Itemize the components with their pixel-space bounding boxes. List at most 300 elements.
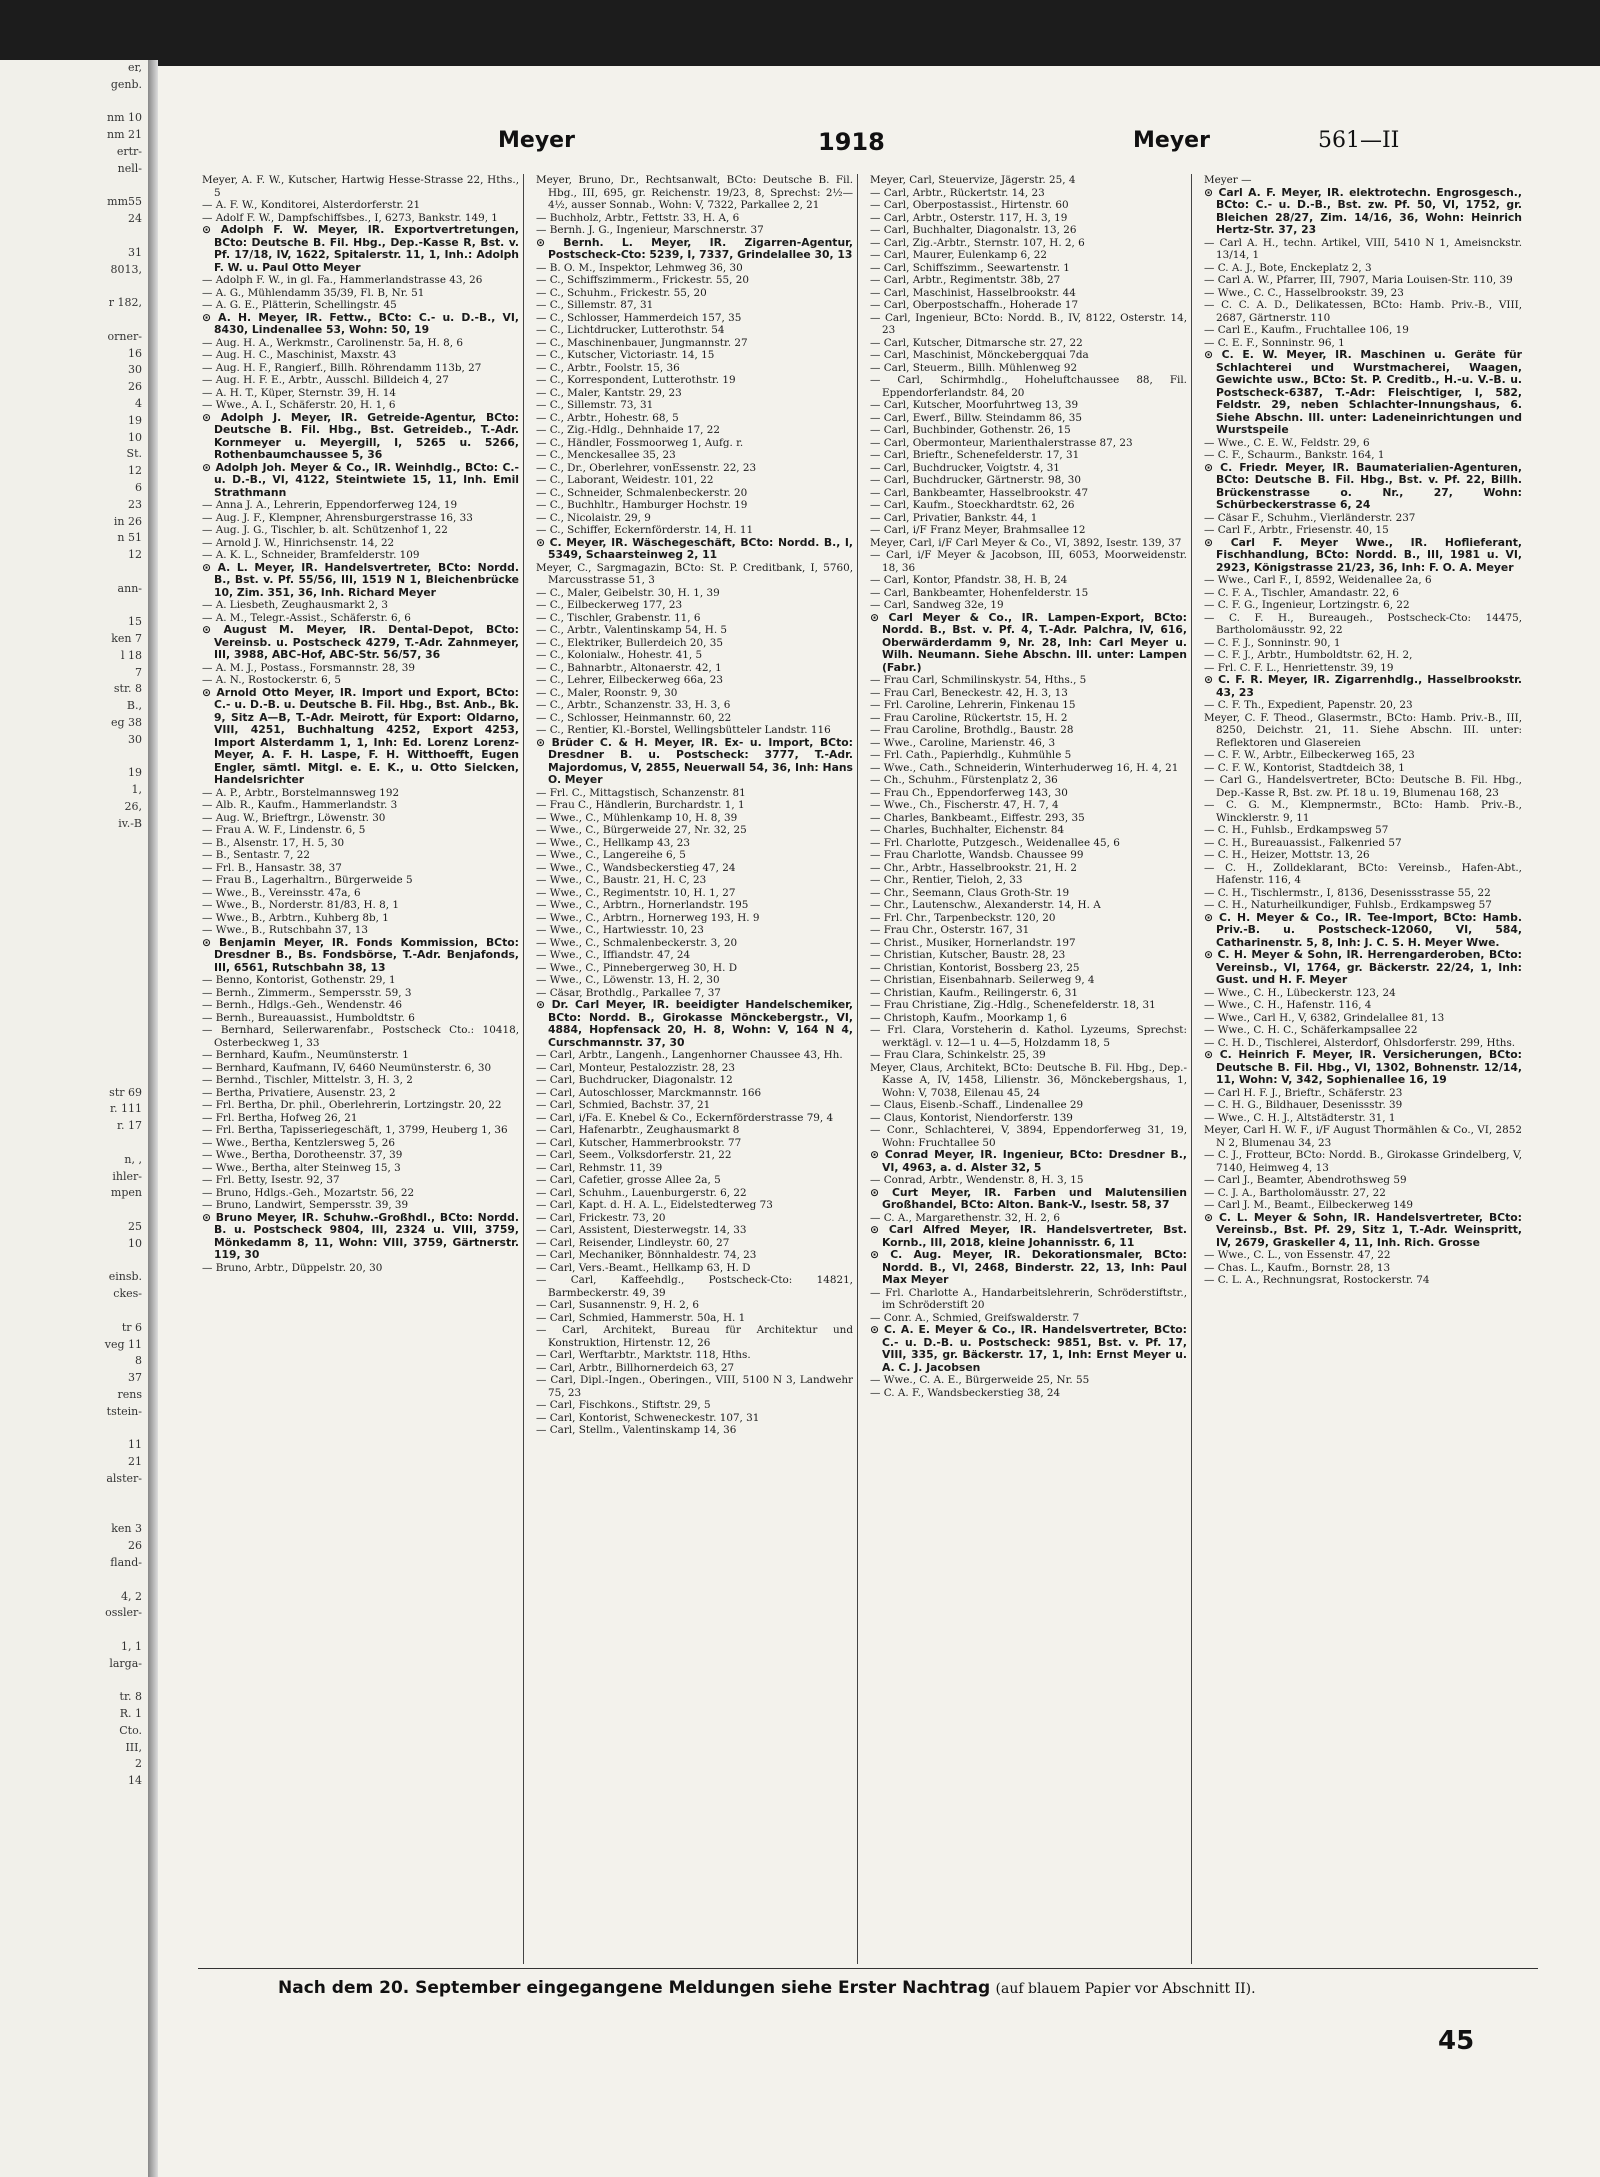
directory-entry: — Carl, Obermonteur, Marienthalerstrasse 87, 23 [870, 436, 1133, 449]
prev-page-line: 21 [128, 1455, 142, 1469]
firm-entry: ⊙ Adolph J. Meyer, IR. Getreide-Agentur, BCto: Deutsche B. Fil. Hbg., Bst. Getreideb., T.-Adr. Kornmeyer u. Meyergill, I, 5265 u. 5266, Rothenbaumchaussee 5, 36 [202, 410, 519, 461]
directory-entry: — Carl, Kutscher, Moorfuhrtweg 13, 39 [870, 399, 1079, 411]
directory-entry: — C., Menckesallee 35, 23 [536, 449, 676, 461]
prev-page-line: 19 [128, 413, 142, 427]
directory-entry: — Wwe., Ch., Fischerstr. 47, H. 7, 4 [870, 799, 1059, 811]
directory-entry: — C. F. G., Ingenieur, Lortzingstr. 6, 22 [1204, 599, 1410, 611]
firm-entry: ⊙ C. A. E. Meyer & Co., IR. Handelsvertreter, BCto: C.- u. D.-B. u. Postscheck: 9851, Bst. v. Pf. 17, VIII, 335, gr. Bäckerstr. 17, 1, Inh: Ernst Meyer u. A. C. J. Jacobsen [870, 1323, 1187, 1374]
directory-entry: Meyer, C. F. Theod., Glasermstr., BCto: Hamb. Priv.-B., III, 8250, Deichstr. 21, 11. Siehe Abschn. III. unter: Reflektoren und Glasereien [1204, 711, 1522, 749]
firm-entry: ⊙ August M. Meyer, IR. Dental-Depot, BCto: Vereinsb. u. Postscheck 4279, T.-Adr. Zahnmeyer, III, 3988, ABC-Hof, ABC-Str. 56/57, 36 [202, 623, 519, 661]
directory-entry: — C. A. F., Wandsbeckerstieg 38, 24 [870, 1386, 1061, 1399]
directory-entry: — Claus, Kontorist, Niendorferstr. 139 [870, 1111, 1073, 1124]
directory-entry: — Ch., Schuhm., Fürstenplatz 2, 36 [870, 774, 1058, 786]
prev-page-line: ken 7 [111, 632, 142, 646]
prev-page-line [0, 228, 148, 245]
prev-page-line: 1, [131, 783, 142, 797]
directory-entry: — Carl, Kapt. d. H. A. L., Eidelstedterweg 73 [536, 1199, 773, 1211]
prev-page-line: l 18 [120, 648, 142, 662]
directory-entry: Meyer, Claus, Architekt, BCto: Deutsche B. Fil. Hbg., Dep.-Kasse A, IV, 1458, Lilienstr. 36, Mönckebergshaus, 1, Wohn: V, 7038, Eilenau 45, 24 [870, 1061, 1187, 1099]
prev-page-line [0, 94, 148, 111]
directory-entry: Meyer, A. F. W., Kutscher, Hartwig Hesse-Strasse 22, Hths., 5 [202, 174, 519, 199]
directory-entry: — Frau Carl, Beneckestr. 42, H. 3, 13 [870, 686, 1068, 699]
directory-entry: — Bruno, Arbtr., Düppelstr. 20, 30 [202, 1261, 383, 1274]
directory-entry: — A. P., Arbtr., Borstelmannsweg 192 [202, 786, 400, 799]
directory-entry: — Wwe., C., Hellkamp 43, 23 [536, 836, 691, 849]
prev-page-line [0, 1488, 148, 1505]
prev-page-line [0, 1622, 148, 1639]
directory-entry: — Carl, Cafetier, grosse Allee 2a, 5 [536, 1174, 721, 1186]
prev-page-line: iv.-B [118, 816, 142, 830]
directory-entry: — Wwe., Bertha, Kentzlersweg 5, 26 [202, 1136, 395, 1149]
directory-entry: — C., Schneider, Schmalenbeckerstr. 20 [536, 486, 748, 499]
directory-entry: — Carl, Kutscher, Ditmarsche str. 27, 22 [870, 336, 1083, 349]
directory-entry: — Wwe., B., Arbtrn., Kuhberg 8b, 1 [202, 911, 389, 924]
firm-entry: ⊙ C. L. Meyer & Sohn, IR. Handelsvertreter, BCto: Vereinsb., Bst. Pf. 29, Sitz 1, T.-Adr. Weinspritt, IV, 2679, Graskeller 4, 11, Inh. Rich. Grosse [1204, 1210, 1522, 1249]
column-4 [1200, 174, 1526, 1964]
prev-page-line: R. 1 [119, 1707, 142, 1721]
directory-entry: — Carl, Autoschlosser, Marckmannstr. 166 [536, 1086, 762, 1099]
firm-entry: ⊙ A. L. Meyer, IR. Handelsvertreter, BCto: Nordd. B., Bst. v. Pf. 55/56, III, 1519 N 1, Bleichenbrücke 10, Zim. 351, 36, Inh. Richard Meyer [202, 560, 519, 599]
prev-page-line [0, 564, 148, 581]
prev-page-line: eg 38 [110, 716, 142, 730]
directory-entry: — C. C. A. D., Delikatessen, BCto: Hamb. Priv.-B., VIII, 2687, Gärtnerstr. 110 [1204, 299, 1522, 324]
directory-entry: — A. M. J., Postass., Forsmannstr. 28, 39 [202, 661, 416, 674]
directory-entry: Meyer, C., Sargmagazin, BCto: St. P. Creditbank, I, 5760, Marcusstrasse 51, 3 [536, 561, 853, 586]
directory-entry: — Christoph, Kaufm., Moorkamp 1, 6 [870, 1011, 1067, 1024]
directory-entry: — Christian, Kaufm., Reilingerstr. 6, 31 [870, 986, 1078, 999]
directory-entry: — C., Zig.-Hdlg., Dehnhaide 17, 22 [536, 424, 721, 436]
directory-entry: — Christian, Kontorist, Bossberg 23, 25 [870, 961, 1080, 974]
directory-entry: Meyer, Carl, i/F Carl Meyer & Co., VI, 3892, Isestr. 139, 37 [870, 536, 1182, 549]
footer-note [278, 1978, 1518, 2006]
directory-entry: — Bernh., Hdlgs.-Geh., Wendenstr. 46 [202, 999, 402, 1011]
prev-page-line: tr 6 [121, 1320, 142, 1334]
directory-entry: — Carl, Kaffeehdlg., Postscheck-Cto: 14821, Barmbeckerstr. 49, 39 [536, 1274, 853, 1299]
directory-entry: — Carl, Werftarbtr., Marktstr. 118, Hths. [536, 1349, 751, 1361]
prev-page-line: in 26 [113, 514, 142, 528]
prev-page-line: 37 [128, 1371, 142, 1385]
header-page-ref: 561—II [1318, 128, 1400, 153]
directory-entry: — Aug. J. G., Tischler, b. alt. Schützenhof 1, 22 [202, 524, 448, 536]
directory-entry: — C., Schlosser, Hammerdeich 157, 35 [536, 311, 742, 324]
footer-rule [198, 1968, 1538, 1969]
directory-entry: — Carl, Monteur, Pestalozzistr. 28, 23 [536, 1061, 735, 1074]
page-header [158, 116, 1600, 156]
directory-entry: — Carl, Arbtr., Billhornerdeich 63, 27 [536, 1361, 735, 1374]
firm-entry: ⊙ Benjamin Meyer, IR. Fonds Kommission, BCto: Dresdner B., Bs. Fondsbörse, T.-Adr. Benjafonds, III, 6561, Rutschbahn 38, 13 [202, 935, 519, 974]
directory-entry: — Carl, Oberpostassist., Hirtenstr. 60 [870, 199, 1069, 211]
directory-entry: — Bernhard, Seilerwarenfabr., Postscheck Cto.: 10418, Osterbeckweg 1, 33 [202, 1024, 519, 1049]
directory-entry: — Carl, Seem., Volksdorferstr. 21, 22 [536, 1149, 732, 1161]
directory-entry: — Frl. Bertha, Dr. phil., Oberlehrerin, Lortzingstr. 20, 22 [202, 1099, 502, 1111]
prev-page-line: ann- [117, 581, 142, 595]
directory-entry: — Carl, Ewerf., Billw. Steindamm 86, 35 [870, 411, 1082, 424]
directory-entry: — Frau Carl, Schmilinskystr. 54, Hths., 5 [870, 674, 1087, 686]
footer-paper-note: (auf blauem Papier vor Abschnitt II). [995, 1981, 1256, 1997]
prev-page-line: n, , [124, 1152, 142, 1166]
directory-entry: — C. F. J., Arbtr., Humboldtstr. 62, H. 2, [1204, 649, 1413, 661]
prev-page-line [0, 1673, 148, 1690]
prev-page-line: B., [126, 699, 142, 713]
prev-page-line [0, 1034, 148, 1051]
directory-entry: — Adolf F. W., Dampfschiffsbes., I, 6273, Bankstr. 149, 1 [202, 211, 498, 224]
directory-entry: — Christian, Eisenbahnarb. Seilerweg 9, 4 [870, 974, 1095, 986]
prev-page-line: St. [126, 447, 142, 461]
directory-entry: — A. N., Rostockerstr. 6, 5 [202, 674, 341, 686]
prev-page-line: 15 [128, 615, 142, 629]
prev-page-line: 8 [135, 1354, 142, 1368]
directory-entry: — Bruno, Hdlgs.-Geh., Mozartstr. 56, 22 [202, 1186, 415, 1199]
directory-entry: — Carl, Schuhm., Lauenburgerstr. 6, 22 [536, 1186, 747, 1199]
directory-entry: — A. G., Mühlendamm 35/39, Fl. B, Nr. 51 [202, 286, 425, 299]
directory-entry: Meyer — [1204, 174, 1252, 186]
directory-entry: — Frau Ch., Eppendorferweg 143, 30 [870, 786, 1068, 799]
directory-entry: — Frau Christiane, Zig.-Hdlg., Schenefelderstr. 18, 31 [870, 999, 1156, 1011]
firm-entry: ⊙ C. E. W. Meyer, IR. Maschinen u. Geräte für Schlachterei und Wurstmacherei, Waagen, Gewichte usw., BCto: St. P. Creditb., H.-u. V.-B. u. Postscheck-6387, T.-Adr: Fleischtiger, I, 582, Feldstr. 29, neben Schlachter-Innungshaus, 6. Siehe Abschn. III. unter: Ladeneinrichtungen und Wurstspeile [1204, 348, 1522, 436]
prev-page-line: orner- [107, 329, 142, 343]
prev-page-line [0, 967, 148, 984]
directory-entry: — Wwe., C., Arbtrn., Hornerlandstr. 195 [536, 899, 749, 911]
directory-entry: — Wwe., C., Mühlenkamp 10, H. 8, 39 [536, 811, 738, 824]
directory-entry: Meyer, Bruno, Dr., Rechtsanwalt, BCto: Deutsche B. Fil. Hbg., III, 695, gr. Reichenstr. 19/23, 8, Sprechst: 2½—4½, ausser Sonnab., Wohn: V, 7322, Parkallee 2, 21 [536, 174, 853, 211]
directory-entry: — Wwe., A. I., Schäferstr. 20, H. 1, 6 [202, 399, 396, 411]
directory-entry: — Wwe., C. H., Hafenstr. 116, 4 [1204, 999, 1372, 1011]
directory-entry: — C., Tischler, Grabenstr. 11, 6 [536, 611, 701, 624]
directory-entry: — Carl A. W., Pfarrer, III, 7907, Maria Louisen-Str. 110, 39 [1204, 274, 1513, 286]
directory-entry: — A. Liesbeth, Zeughausmarkt 2, 3 [202, 599, 389, 611]
directory-entry: — C. A., Margarethenstr. 32, H. 2, 6 [870, 1211, 1061, 1224]
prev-page-line: tr. 8 [119, 1690, 142, 1704]
firm-entry: ⊙ Carl Alfred Meyer, IR. Handelsvertreter, Bst. Kornb., III, 2018, kleine Johannisstr. 6, 11 [870, 1223, 1187, 1249]
directory-entry: — C., Maschinenbauer, Jungmannstr. 27 [536, 336, 748, 349]
prev-page-line [0, 1303, 148, 1320]
directory-entry: — Frl. C. F. L., Henriettenstr. 39, 19 [1204, 661, 1394, 674]
directory-entry: — C. J., Frotteur, BCto: Nordd. B., Girokasse Grindelberg, V, 7140, Heimweg 4, 13 [1204, 1149, 1522, 1174]
prev-page-line: r. 111 [109, 1102, 142, 1116]
directory-entry: — Conr., Schlachterei, V, 3894, Eppendorferweg 31, 19, Wohn: Fruchtallee 50 [870, 1124, 1187, 1149]
directory-entry: — Chr., Seemann, Claus Groth-Str. 19 [870, 886, 1070, 899]
directory-entry: — C. F. H., Bureaugeh., Postscheck-Cto: 14475, Bartholomäusstr. 92, 22 [1204, 611, 1522, 636]
prev-page-line: 7 [135, 665, 142, 679]
directory-entry: — Carl, i/Fa. E. Knebel & Co., Eckernförderstrasse 79, 4 [536, 1111, 834, 1124]
firm-entry: ⊙ A. H. Meyer, IR. Fettw., BCto: C.- u. D.-B., VI, 8430, Lindenallee 53, Wohn: 50, 19 [202, 310, 519, 336]
prev-page-line [0, 1017, 148, 1034]
firm-entry: ⊙ Brüder C. & H. Meyer, IR. Ex- u. Import, BCto: Dresdner B. u. Postscheck: 3777, T.-Adr. Majordomus, V, 2855, Neuerwall 54, 36, Inh: Hans O. Meyer [536, 735, 853, 786]
directory-entry: — Wwe., C., Pinnebergerweg 30, H. D [536, 961, 738, 974]
prev-page-line [0, 749, 148, 766]
directory-entry: — Frl. Chr., Tarpenbeckstr. 120, 20 [870, 911, 1056, 924]
directory-entry: — Carl, Kontor, Pfandstr. 38, H. B, 24 [870, 574, 1068, 586]
directory-entry: — Carl F., Arbtr., Friesenstr. 40, 15 [1204, 524, 1389, 536]
directory-entry: — Wwe., C., Löwenstr. 13, H. 2, 30 [536, 974, 720, 986]
directory-entry: — Carl, Arbtr., Regimentstr. 38b, 27 [870, 274, 1061, 286]
directory-entry: — Carl, Buchhalter, Diagonalstr. 13, 26 [870, 224, 1077, 236]
directory-entry: — C. E. F., Sonninstr. 96, 1 [1204, 336, 1345, 349]
firm-entry: ⊙ Dr. Carl Meyer, IR. beeidigter Handelschemiker, BCto: Nordd. B., Girokasse Mönckebergstr., VI, 4884, Hopfensack 20, H. 8, Wohn: V, 164 N 4, Curschmannstr. 37, 30 [536, 998, 853, 1049]
directory-entry: — Wwe., C., Iffiandstr. 47, 24 [536, 949, 691, 961]
prev-page-line: n 51 [117, 531, 142, 545]
directory-entry: — Bernhd., Tischler, Mittelstr. 3, H. 3, 2 [202, 1074, 413, 1086]
prev-page-line [0, 278, 148, 295]
firm-entry: ⊙ C. H. Meyer & Sohn, IR. Herrengarderoben, BCto: Vereinsb., VI, 1764, gr. Bäckerstr. 22/24, 1, Inh: Gust. und H. F. Meyer [1204, 948, 1522, 986]
directory-entry: — Chr., Rentier, Tieloh, 2, 33 [870, 874, 1023, 886]
directory-entry: — Wwe., C. H. C., Schäferkampsallee 22 [1204, 1024, 1418, 1036]
directory-entry: — Frau Caroline, Brothdlg., Baustr. 28 [870, 724, 1074, 736]
directory-entry: — C., Schlosser, Heinmannstr. 60, 22 [536, 711, 732, 724]
firm-entry: ⊙ Adolph F. W. Meyer, IR. Exportvertretungen, BCto: Deutsche B. Fil. Hbg., Dep.-Kasse R, Bst. v. Pf. 17/18, IV, 1622, Spitalerstr. 11, 1, Inh.: Adolph F. W. u. Paul Otto Meyer [202, 223, 519, 274]
prev-page-line [0, 900, 148, 917]
directory-entry: — Charles, Buchhalter, Eichenstr. 84 [870, 824, 1065, 836]
directory-entry: — Bertha, Privatiere, Ausenstr. 23, 2 [202, 1086, 396, 1099]
prev-page-line [0, 598, 148, 615]
directory-entry: — C., Maler, Kantstr. 29, 23 [536, 386, 682, 399]
previous-page-edge [0, 60, 148, 2177]
directory-entry: — Conrad, Arbtr., Wendenstr. 8, H. 3, 15 [870, 1174, 1084, 1186]
directory-entry: — C., Elektriker, Bullerdeich 20, 35 [536, 636, 723, 649]
prev-page-line [0, 1202, 148, 1219]
directory-entry: — Bernh., Zimmerm., Sempersstr. 59, 3 [202, 986, 412, 999]
directory-entry: — C. F. W., Kontorist, Stadtdeich 38, 1 [1204, 761, 1405, 774]
prev-page-line: 12 [128, 464, 142, 478]
directory-entry: — Carl, Dipl.-Ingen., Oberingen., VIII, 5100 N 3, Landwehr 75, 23 [536, 1374, 853, 1399]
directory-entry: — Carl G., Handelsvertreter, BCto: Deutsche B. Fil. Hbg., Dep.-Kasse R, Bst. zw. Pf. 18 u. 19, Blumenau 168, 23 [1204, 774, 1522, 799]
directory-entry: — C. F., Schaurm., Bankstr. 164, 1 [1204, 449, 1385, 461]
prev-page-line: nell- [117, 161, 142, 175]
directory-entry: — Wwe., C. H. J., Altstädterstr. 31, 1 [1204, 1111, 1396, 1124]
prev-page-line: 23 [128, 497, 142, 511]
directory-entry: — Wwe., Carl F., I, 8592, Weidenallee 2a, 6 [1204, 574, 1432, 586]
directory-entry: — B., Sentastr. 7, 22 [202, 849, 310, 861]
directory-entry: — C. H. D., Tischlerei, Alsterdorf, Ohlsdorferstr. 299, Hths. [1204, 1036, 1516, 1049]
directory-entry: — C., Dr., Oberlehrer, vonEssenstr. 22, 23 [536, 461, 757, 474]
directory-entry: — C. H., Naturheilkundiger, Fuhlsb., Erdkampsweg 57 [1204, 899, 1492, 911]
directory-entry: — C., Laborant, Weidestr. 101, 22 [536, 474, 714, 486]
prev-page-line: nm 10 [106, 111, 142, 125]
directory-entry: — Wwe., C., Bürgerweide 27, Nr. 32, 25 [536, 824, 747, 836]
prev-page-line: 24 [128, 212, 142, 226]
directory-entry: — Frau C., Händlerin, Burchardstr. 1, 1 [536, 799, 745, 811]
directory-entry: — Anna J. A., Lehrerin, Eppendorferweg 124, 19 [202, 499, 458, 511]
prev-page-line: veg 11 [104, 1337, 142, 1351]
directory-entry: — Wwe., Caroline, Marienstr. 46, 3 [870, 736, 1056, 749]
directory-entry: Meyer, Carl H. W. F., i/F August Thormählen & Co., VI, 2852 N 2, Blumenau 34, 23 [1204, 1124, 1522, 1149]
prev-page-line: 10 [128, 430, 142, 444]
directory-entry: — Wwe., B., Norderstr. 81/83, H. 8, 1 [202, 899, 399, 911]
directory-entry: — Carl, Kontorist, Schweneckestr. 107, 31 [536, 1411, 760, 1424]
directory-entry: — Carl, Zig.-Arbtr., Sternstr. 107, H. 2, 6 [870, 236, 1085, 249]
prev-page-line: 4, 2 [121, 1589, 142, 1603]
directory-entry: — Carl, Ingenieur, BCto: Nordd. B., IV, 8122, Osterstr. 14, 23 [870, 311, 1187, 336]
directory-entry: — C. F. W., Arbtr., Eilbeckerweg 165, 23 [1204, 749, 1415, 761]
directory-entry: — Aug. J. F., Klempner, Ahrensburgerstrasse 16, 33 [202, 511, 473, 524]
prev-page-line: rens [117, 1387, 142, 1401]
directory-entry: — Carl, Oberpostschaffn., Hoheradе 17 [870, 299, 1079, 311]
directory-entry: — Carl, Buchdrucker, Diagonalstr. 12 [536, 1074, 733, 1086]
directory-entry: — C., Lichtdrucker, Lutterothstr. 54 [536, 324, 725, 336]
directory-entry: — Carl, Fischkons., Stiftstr. 29, 5 [536, 1399, 711, 1411]
directory-entry: — C. F. J., Sonninstr. 90, 1 [1204, 636, 1341, 649]
directory-entry: — Claus, Eisenb.-Schaff., Lindenallee 29 [870, 1099, 1084, 1111]
prev-page-line [0, 917, 148, 934]
directory-entry: — Carl, Bankbeamter, Hasselbrookstr. 47 [870, 486, 1089, 499]
prev-page-line: 30 [128, 363, 142, 377]
directory-entry: — Carl J. M., Beamt., Eilbeckerweg 149 [1204, 1199, 1413, 1211]
prev-page-line: ihler- [112, 1169, 142, 1183]
prev-page-line: 26 [128, 1539, 142, 1553]
directory-entry: — Frau Chr., Osterstr. 167, 31 [870, 924, 1030, 936]
directory-entry: — Carl, Privatier, Bankstr. 44, 1 [870, 511, 1038, 524]
prev-page-line [0, 1001, 148, 1018]
directory-entry: — Cäsar F., Schuhm., Vierländerstr. 237 [1204, 511, 1416, 524]
prev-page-line: 12 [128, 548, 142, 562]
directory-entry: — Christ., Musiker, Hornerlandstr. 197 [870, 936, 1076, 949]
directory-entry: — C. L. A., Rechnungsrat, Rostockerstr. 74 [1204, 1274, 1430, 1286]
firm-entry: ⊙ C. Heinrich F. Meyer, IR. Versicherungen, BCto: Deutsche B. Fil. Hbg., VI, 1302, Bohnenstr. 12/14, 11, Wohn: V, 342, Sophienallee 16, 19 [1204, 1048, 1522, 1086]
firm-entry: ⊙ Curt Meyer, IR. Farben und Malutensilien Großhandel, BCto: Alton. Bank-V., Isestr. 58, 37 [870, 1185, 1187, 1211]
directory-entry: — Carl, i/F Meyer & Jacobson, III, 6053, Moorweidenstr. 18, 36 [870, 549, 1187, 574]
directory-entry: — Frl. Charlotte, Putzgesch., Weidenallee 45, 6 [870, 836, 1120, 849]
directory-entry: — Wwe., C. H., Lübeckerstr. 123, 24 [1204, 986, 1396, 999]
prev-page-line: ertr- [116, 144, 142, 158]
directory-entry: — C., Maler, Roonstr. 9, 30 [536, 686, 678, 699]
directory-entry: — Frl. Betty, Isestr. 92, 37 [202, 1174, 340, 1186]
directory-entry: — C., Nicolaistr. 29, 9 [536, 511, 651, 524]
prev-page-line [0, 1068, 148, 1085]
header-left-word: Meyer [498, 128, 575, 153]
directory-entry: — Carl, Reisender, Lindleystr. 60, 27 [536, 1236, 730, 1249]
directory-entry: — C., Schuhm., Frickestr. 55, 20 [536, 286, 707, 299]
prev-page-line [0, 866, 148, 883]
directory-entry: — Bernh., Bureauassist., Humboldtstr. 6 [202, 1011, 415, 1024]
directory-entry: — Wwe., C. A. E., Bürgerweide 25, Nr. 55 [870, 1374, 1090, 1386]
directory-entry: — Carl, Kaufm., Stoeckhardtstr. 62, 26 [870, 499, 1075, 511]
directory-entry: — Wwe., C., Hartwiesstr. 10, 23 [536, 924, 704, 936]
directory-entry: — Wwe., Bertha, Dorotheenstr. 37, 39 [202, 1149, 403, 1161]
directory-entry: — Aug. H. F., Rangierf., Billh. Röhrendamm 113b, 27 [202, 361, 482, 374]
firm-entry: ⊙ C. H. Meyer & Co., IR. Tee-Import, BCto: Hamb. Priv.-B. u. Postscheck-12060, VI, 584, Catharinenstr. 5, 8, Inh: J. C. S. H. Meyer Wwe. [1204, 910, 1522, 949]
column-1 [198, 174, 524, 1964]
directory-entry: — Carl, Schmied, Bachstr. 37, 21 [536, 1099, 711, 1111]
prev-page-line: 4 [135, 396, 142, 410]
prev-page-line: 10 [128, 1236, 142, 1250]
prev-page-line: 25 [128, 1219, 142, 1233]
directory-entry: — C. H. G., Bildhauer, Desenissstr. 39 [1204, 1099, 1403, 1111]
directory-entry: — C., Arbtr., Hohestr. 68, 5 [536, 411, 679, 424]
prev-page-line [0, 1572, 148, 1589]
directory-entry: — C. G. M., Klempnermstr., BCto: Hamb. Priv.-B., Wincklerstr. 9, 11 [1204, 799, 1522, 824]
prev-page-line: mpen [110, 1186, 142, 1200]
prev-page-line: mm55 [107, 195, 142, 209]
directory-entry: — C. H., Tischlermstr., I, 8136, Desenissstrasse 55, 22 [1204, 886, 1491, 899]
prev-page-line: r. 17 [116, 1119, 142, 1133]
prev-page-line: 6 [135, 480, 142, 494]
directory-entry: — C., Sillemstr. 73, 31 [536, 399, 654, 411]
prev-page-line [0, 1505, 148, 1522]
directory-entry: — B., Alsenstr. 17, H. 5, 30 [202, 836, 345, 849]
directory-entry: — Carl, Buchdrucker, Voigtstr. 4, 31 [870, 461, 1060, 474]
directory-entry: — Carl, Hafenarbtr., Zeughausmarkt 8 [536, 1124, 740, 1136]
directory-entry: Meyer, Carl, Steuervize, Jägerstr. 25, 4 [870, 174, 1076, 186]
directory-entry: — Carl, Susannenstr. 9, H. 2, 6 [536, 1299, 699, 1311]
directory-entry: — Arnold J. W., Hinrichsenstr. 14, 22 [202, 536, 395, 549]
directory-entry: — Carl, Bankbeamter, Hohenfelderstr. 15 [870, 586, 1089, 599]
directory-entry: — Carl, Maurer, Eulenkamp 6, 22 [870, 249, 1047, 261]
prev-page-line: 14 [128, 1774, 142, 1788]
column-3 [866, 174, 1192, 1964]
prev-page-line: 8013, [110, 262, 142, 276]
directory-entry: — Wwe., B., Vereinsstr. 47a, 6 [202, 886, 361, 899]
directory-entry: — Buchholz, Arbtr., Fettstr. 33, H. A, 6 [536, 211, 740, 224]
directory-entry: — Bernhard, Kaufmann, IV, 6460 Neumünsterstr. 6, 30 [202, 1061, 492, 1074]
directory-entry: — Carl, Mechaniker, Bönnhaldestr. 74, 23 [536, 1249, 757, 1261]
firm-entry: ⊙ C. F. R. Meyer, IR. Zigarrenhdlg., Hasselbrookstr. 43, 23 [1204, 673, 1522, 699]
directory-entry: — Wwe., B., Rutschbahn 37, 13 [202, 924, 368, 936]
prev-page-line [0, 950, 148, 967]
directory-entry: — A. G. E., Plätterin, Schellingstr. 45 [202, 299, 397, 311]
directory-entry: — Alb. R., Kaufm., Hammerlandstr. 3 [202, 799, 398, 811]
footer-main-text: Nach dem 20. September eingegangene Meldungen siehe Erster Nachtrag [278, 1978, 991, 1998]
directory-entry: — C., Buchhltr., Hamburger Hochstr. 19 [536, 499, 748, 511]
prev-page-line: 26, [124, 800, 142, 814]
directory-entry: — Carl, Buchdrucker, Gärtnerstr. 98, 30 [870, 474, 1082, 486]
firm-entry: ⊙ Conrad Meyer, IR. Ingenieur, BCto: Dresdner B., VI, 4963, a. d. Alster 32, 5 [870, 1148, 1187, 1174]
prev-page-line: 31 [128, 245, 142, 259]
directory-entry: — Bernh. J. G., Ingenieur, Marschnerstr. 37 [536, 224, 764, 236]
directory-entry: — Wwe., C. L., von Essenstr. 47, 22 [1204, 1249, 1391, 1261]
directory-entry: — C., Sillemstr. 87, 31 [536, 299, 654, 311]
directory-entry: — Frl. Caroline, Lehrerin, Finkenau 15 [870, 699, 1076, 711]
prev-page-line: genb. [110, 77, 142, 91]
directory-entry: — Frl. Clara, Vorsteherin d. Kathol. Lyzeums, Sprechst: werktägl. v. 12—1 u. 4—5, Holzdamm 18, 5 [870, 1024, 1187, 1049]
directory-entry: — C., Händler, Fossmoorweg 1, Aufg. r. [536, 436, 744, 449]
prev-page-line [0, 984, 148, 1001]
prev-page-line [0, 1253, 148, 1270]
prev-page-line [0, 1135, 148, 1152]
directory-entry: — Chr., Arbtr., Hasselbrookstr. 21, H. 2 [870, 861, 1077, 874]
directory-entry: — Wwe., C., Arbtrn., Hornerweg 193, H. 9 [536, 911, 760, 924]
directory-entry: — C., Arbtr., Schanzenstr. 33, H. 3, 6 [536, 699, 731, 711]
firm-entry: ⊙ Arnold Otto Meyer, IR. Import und Export, BCto: C.- u. D.-B. u. Deutsche B. Fil. Hbg., Bst. Anb., Bk. 9, Sitz A—B, T.-Adr. Meirott, für Export: Oldarno, VIII, 4251, Buchhaltung 4252, Export 4253, Import Alsterdamm 1, 1, Inh: Ed. Lorenz Lorenz-Meyer, A. F. H. Laspe, F. H. Witthoefft, Eugen Engler, sämtl. Mitgl. e. E. K., u. Otto Sielcken, Handelsrichter [202, 685, 519, 786]
directory-entry: — Carl, Kutscher, Hammerbrookstr. 77 [536, 1136, 742, 1149]
firm-entry: ⊙ Adolph Joh. Meyer & Co., IR. Weinhdlg., BCto: C.- u. D.-B., VI, 4122, Steintwiete 15, 11, Inh. Emil Strathmann [202, 460, 519, 499]
directory-entry: — Carl, Brieftr., Schenefelderstr. 17, 31 [870, 449, 1080, 461]
directory-entry: — Carl, Vers.-Beamt., Hellkamp 63, H. D [536, 1261, 751, 1274]
directory-entry: — Carl, Buchbinder, Gothenstr. 26, 15 [870, 424, 1071, 436]
prev-page-line: ken 3 [111, 1522, 142, 1536]
directory-entry: — Wwe., Carl H., V, 6382, Grindelallee 81, 13 [1204, 1011, 1445, 1024]
firm-entry: ⊙ C. Meyer, IR. Wäschegeschäft, BCto: Nordd. B., I, 5349, Schaarsteinweg 2, 11 [536, 535, 853, 561]
header-right-word: Meyer [1133, 128, 1210, 153]
prev-page-line [0, 833, 148, 850]
prev-page-line: einsb. [108, 1270, 142, 1284]
prev-page-line: tstein- [106, 1404, 142, 1418]
directory-entry: — Frl. Charlotte A., Handarbeitslehrerin, Schröderstiftstr., im Schröderstift 20 [870, 1286, 1187, 1311]
directory-entry: — Carl, Frickestr. 73, 20 [536, 1211, 666, 1224]
directory-entry: — Frau Charlotte, Wandsb. Chaussee 99 [870, 849, 1084, 861]
directory-entry: — C., Eilbeckerweg 177, 23 [536, 599, 683, 611]
directory-entry: — Frau A. W. F., Lindenstr. 6, 5 [202, 824, 366, 836]
prev-page-line: er, [127, 61, 142, 74]
directory-entry: — C. H., Fuhlsb., Erdkampsweg 57 [1204, 824, 1389, 836]
prev-page-line: nm 21 [106, 128, 142, 142]
directory-entry: — Charles, Bankbeamt., Eiffestr. 293, 35 [870, 811, 1085, 824]
firm-entry: ⊙ C. Friedr. Meyer, IR. Baumaterialien-Agenturen, BCto: Deutsche B. Fil. Hbg., Bst. v. Pf. 22, Billh. Brückenstrasse o. Nr., 27, Wohn: Schürbeckerstrasse 6, 24 [1204, 460, 1522, 511]
directory-entry: — Cäsar, Brothdlg., Parkallee 7, 37 [536, 986, 721, 999]
directory-entry: — C., Arbtr., Foolstr. 15, 36 [536, 361, 680, 374]
directory-entry: — Frau Clara, Schinkelstr. 25, 39 [870, 1049, 1046, 1061]
directory-entry: — Aug. H. A., Werkmstr., Carolinenstr. 5a, H. 8, 6 [202, 336, 463, 349]
directory-entry: — C. F. Th., Expedient, Papenstr. 20, 23 [1204, 699, 1413, 711]
